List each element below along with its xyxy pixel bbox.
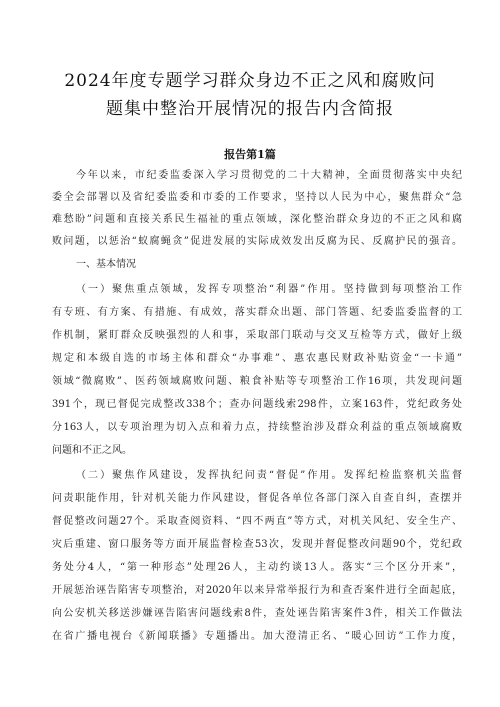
body-line: 难愁盼”问题和直接关系民生福祉的重点领域，深化整治群众身边的不正之风和腐 bbox=[52, 214, 462, 225]
body-line: 问题和不正之风。 bbox=[52, 445, 132, 456]
body-line: 391个，现已督促完成整改338个；查办问题线索298件，立案163件，党纪政务处 bbox=[52, 399, 462, 410]
document-title-line-2: 题集中整治开展情况的报告内含简报 bbox=[106, 99, 394, 119]
body-line: 作机制，紧盯群众反映强烈的人和事，采取部门联动与交叉互检等方式，做好上级 bbox=[52, 330, 462, 341]
body-line: 领域“微腐败”、医药领域腐败问题、粮食补贴等专项整治工作16项，共发现问题 bbox=[52, 376, 462, 387]
report-subtitle: 报告第1篇 bbox=[224, 148, 276, 161]
body-line: 委全会部署以及省纪委监委和市委的工作要求，坚持以人民为中心，聚焦群众“急 bbox=[52, 192, 462, 203]
body-line: 规定和本级自选的市场主体和群众“办事难”、惠农惠民财政补贴资金“一卡通” bbox=[52, 353, 462, 364]
body-line: 督促整改问题27个。采取查阅资料、“四不两直”等方式，对机关风纪、安全生产、 bbox=[52, 516, 462, 527]
body-line: 务处分4人，“第一种形态”处理26人，主动约谈13人。落实“三个区分开来”， bbox=[52, 562, 462, 573]
section-heading: 一、基本情况 bbox=[76, 259, 136, 270]
body-line: 今年以来，市纪委监委深入学习贯彻党的二十大精神，全面贯彻落实中央纪 bbox=[76, 170, 462, 181]
body-line: 败问题，以惩治“蚁腐蝇贪”促进发展的实际成效发出反腐为民、反腐护民的强音。 bbox=[52, 236, 462, 247]
body-line: 有专班、有方案、有措施、有成效，落实群众出题、部门答题、纪委监委监督的工 bbox=[52, 307, 462, 318]
document-title-line-1: 2024年度专题学习群众身边不正之风和腐败问 bbox=[64, 71, 436, 91]
body-line: 分163人，以专项治理为切入点和着力点，持续整治涉及群众利益的重点领域腐败 bbox=[52, 422, 462, 433]
body-line: （二）聚焦作风建设，发挥执纪问责“督促”作用。发挥纪检监察机关监督 bbox=[76, 470, 462, 481]
body-line: 灾后重建、窗口服务等方面开展监督检查53次，发现并督促整改问题90个，党纪政 bbox=[52, 539, 462, 550]
body-line: 开展惩治诬告陷害专项整治，对2020年以来异常举报行为和查否案件进行全面起底， bbox=[52, 585, 462, 596]
body-line: 向公安机关移送涉嫌诬告陷害问题线索8件，查处诬告陷害案件3件，相关工作做法 bbox=[52, 608, 462, 619]
body-line: 在省广播电视台《新闻联播》专题播出。加大澄清正名、“暖心回访”工作力度， bbox=[52, 631, 462, 642]
body-line: （一）聚焦重点领域，发挥专项整治“利器”作用。坚持做到每项整治工作 bbox=[76, 284, 462, 295]
body-line: 问责职能作用，针对机关能力作风建设，督促各单位各部门深入自查自纠，查摆并 bbox=[52, 493, 462, 504]
